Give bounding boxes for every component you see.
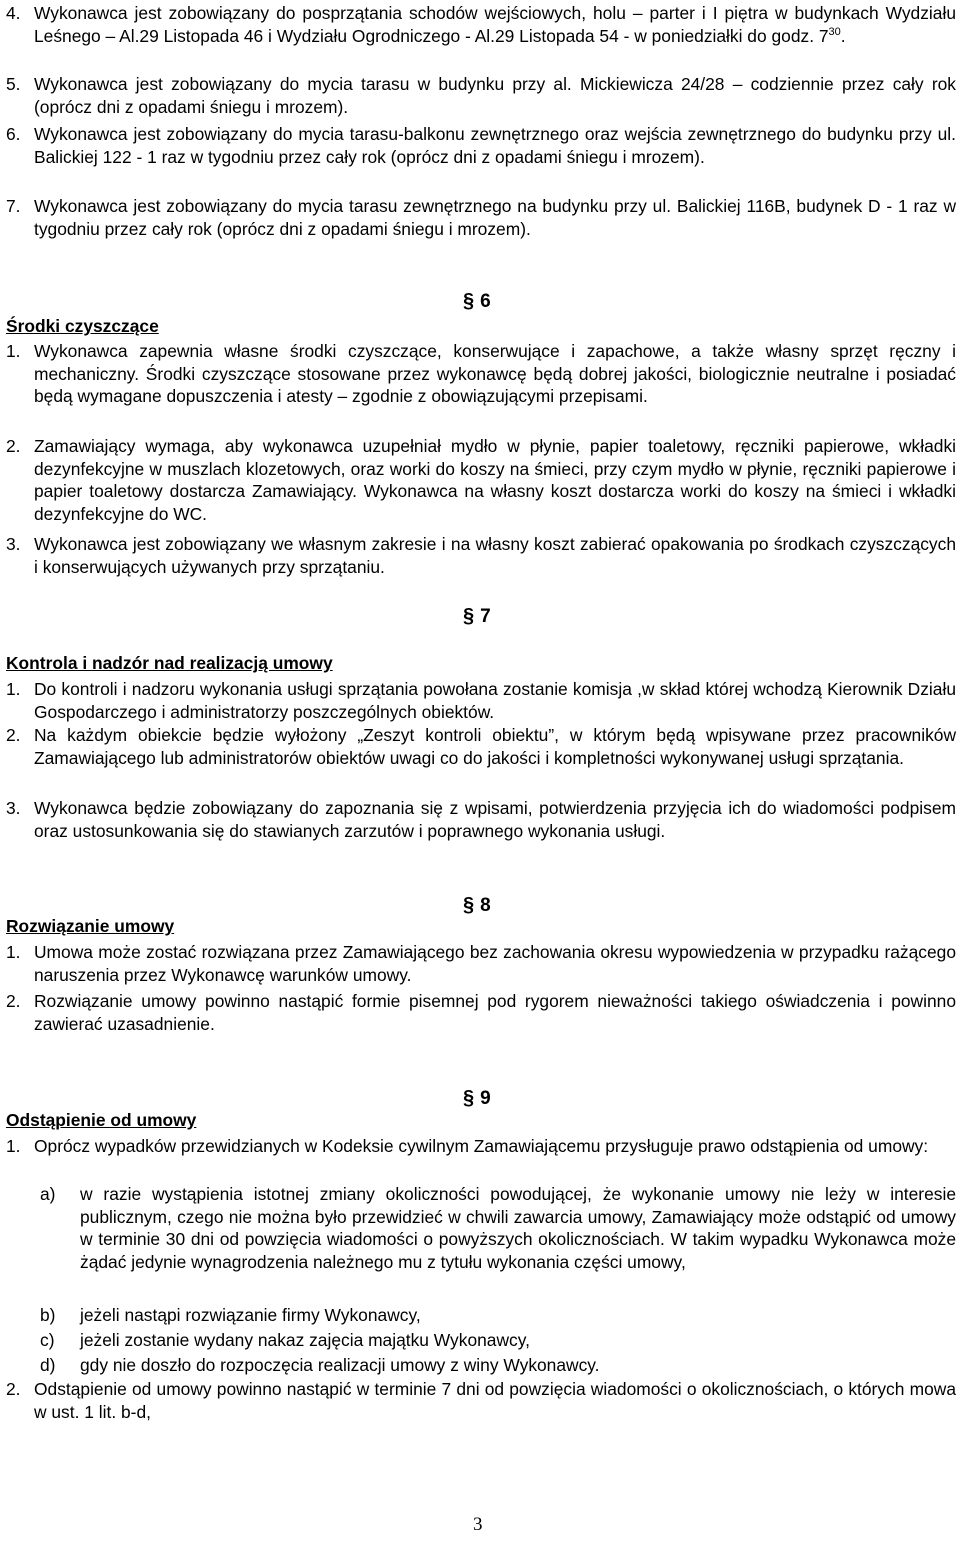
section-mark: § 6 bbox=[463, 290, 491, 312]
item-letter: d) bbox=[40, 1355, 56, 1375]
item-number: 1. bbox=[6, 1136, 21, 1156]
list-item bbox=[6, 797, 956, 842]
item-text: Rozwiązanie umowy powinno nastąpić formie pisemnej pod rygorem nieważności takiego oświadczenia i powinno zawierać uzasadnienie. bbox=[34, 991, 956, 1034]
item-text: Wykonawca będzie zobowiązany do zapoznania się z wpisami, potwierdzenia przyjęcia ich do wiadomości podpisem oraz ustosunkowania się do stawianych zarzutów i poprawnego wykonania usługi. bbox=[34, 798, 956, 841]
section-mark: § 8 bbox=[463, 894, 491, 916]
list-item bbox=[6, 340, 956, 408]
list-item bbox=[6, 941, 956, 986]
sub-list-item bbox=[40, 1329, 956, 1352]
list-item bbox=[6, 195, 956, 240]
item-number: 1. bbox=[6, 942, 21, 962]
item-letter: a) bbox=[40, 1184, 56, 1204]
section-title: Rozwiązanie umowy bbox=[6, 916, 175, 936]
item-text: Oprócz wypadków przewidzianych w Kodeksie cywilnym Zamawiającemu przysługuje prawo odstąpienia od umowy: bbox=[34, 1136, 929, 1156]
item-number: 2. bbox=[6, 991, 21, 1011]
section-mark: § 9 bbox=[463, 1087, 491, 1109]
list-item bbox=[6, 678, 956, 723]
list-item bbox=[6, 1135, 956, 1158]
item-text: jeżeli nastąpi rozwiązanie firmy Wykonawcy, bbox=[80, 1305, 421, 1325]
section-mark: § 7 bbox=[463, 605, 491, 627]
item-text: w razie wystąpienia istotnej zmiany okoliczności powodującej, że wykonanie umowy nie leży w interesie publicznym, czego nie można było przewidzieć w chwili zawarcia umowy, Zamawiający może odstąpić od umowy w terminie 30 dni od powzięcia wiadomości o powyższych okolicznościach. W takim wypadku Wykonawca może żądać jedynie wynagrodzenia należnego mu z tytułu wykonania części umowy, bbox=[80, 1184, 956, 1272]
item-number: 3. bbox=[6, 534, 21, 554]
item-text: Do kontroli i nadzoru wykonania usługi sprzątania powołana zostanie komisja ,w skład której wchodzą Kierownik Działu Gospodarczego i administratorzy poszczególnych obiektów. bbox=[34, 679, 956, 722]
list-item bbox=[6, 533, 956, 578]
section-title: Odstąpienie od umowy bbox=[6, 1110, 197, 1130]
item-text: Wykonawca jest zobowiązany do mycia tarasu w budynku przy al. Mickiewicza 24/28 – codziennie przez cały rok (oprócz dni z opadami śniegu i mrozem). bbox=[34, 74, 956, 117]
item-number: 6. bbox=[6, 124, 21, 144]
sub-list-item bbox=[40, 1183, 956, 1273]
sub-list-item bbox=[40, 1304, 956, 1327]
item-number: 3. bbox=[6, 798, 21, 818]
item-text: jeżeli zostanie wydany nakaz zajęcia majątku Wykonawcy, bbox=[80, 1330, 530, 1350]
page-number: 3 bbox=[473, 1514, 483, 1535]
item-text: Wykonawca jest zobowiązany we własnym zakresie i na własny koszt zabierać opakowania po środkach czyszczących i konserwujących używanych przy sprzątaniu. bbox=[34, 534, 956, 577]
item-text: Wykonawca zapewnia własne środki czyszczące, konserwujące i zapachowe, a także własny sprzęt ręczny i mechaniczny. Środki czyszczące stosowane przez wykonawcę będą dobrej jakości, biologicznie neutralne i posiadać będą wymagane dopuszczenia i atesty – zgodnie z obowiązującymi przepisami. bbox=[34, 341, 956, 406]
list-item bbox=[6, 724, 956, 769]
item-number: 2. bbox=[6, 1379, 21, 1399]
item-letter: b) bbox=[40, 1305, 56, 1325]
section-title: Kontrola i nadzór nad realizacją umowy bbox=[6, 653, 333, 673]
item-number: 2. bbox=[6, 725, 21, 745]
item-number: 4. bbox=[6, 3, 21, 23]
item-number: 2. bbox=[6, 436, 21, 456]
list-item bbox=[6, 1378, 956, 1423]
item-text: Umowa może zostać rozwiązana przez Zamawiającego bez zachowania okresu wypowiedzenia w przypadku rażącego naruszenia przez Wykonawcę warunków umowy. bbox=[34, 942, 956, 985]
list-item bbox=[6, 123, 956, 168]
item-text: Wykonawca jest zobowiązany do posprzątania schodów wejściowych, holu – parter i I piętra w budynkach Wydziału Leśnego – Al.29 Listopada 46 i Wydziału Ogrodniczego - Al.29 Listopada 54 - w poniedziałki do godz. $7^{30}$. bbox=[34, 3, 956, 46]
section-title: Środki czyszczące bbox=[6, 316, 159, 336]
item-letter: c) bbox=[40, 1330, 55, 1350]
item-text: Odstąpienie od umowy powinno nastąpić w terminie 7 dni od powzięcia wiadomości o okolicznościach, o których mowa w ust. 1 lit. b-d, bbox=[34, 1379, 956, 1422]
item-number: 5. bbox=[6, 74, 21, 94]
item-number: 1. bbox=[6, 679, 21, 699]
list-item bbox=[6, 435, 956, 525]
list-item bbox=[6, 73, 956, 118]
item-text: gdy nie doszło do rozpoczęcia realizacji umowy z winy Wykonawcy. bbox=[80, 1355, 600, 1375]
item-text: Wykonawca jest zobowiązany do mycia tarasu zewnętrznego na budynku przy ul. Balickiej 116B, budynek D - 1 raz w tygodniu przez cały rok (oprócz dni z opadami śniegu i mrozem). bbox=[34, 196, 956, 239]
superscript: 30 bbox=[828, 25, 841, 38]
item-number: 7. bbox=[6, 196, 21, 216]
item-text: Na każdym obiekcie będzie wyłożony „Zeszyt kontroli obiektu”, w którym będą wpisywane przez pracowników Zamawiającego lub administratorów obiektów uwagi co do jakości i kompletności wykonywanej usługi sprzątania. bbox=[34, 725, 956, 768]
item-number: 1. bbox=[6, 341, 21, 361]
item-text: Zamawiający wymaga, aby wykonawca uzupełniał mydło w płynie, papier toaletowy, ręczniki papierowe, wkładki dezynfekcyjne w muszlach klozetowych, oraz worki do koszy na śmieci, przy czym mydło w płynie, ręczniki papierowe i papier toaletowy dostarcza Zamawiający. Wykonawca na własny koszt dostarcza worki do koszy na śmieci i wkładki dezynfekcyjne do WC. bbox=[34, 436, 956, 524]
list-item bbox=[6, 2, 956, 47]
sub-list-item bbox=[40, 1354, 956, 1377]
list-item bbox=[6, 990, 956, 1035]
item-text: Wykonawca jest zobowiązany do mycia tarasu-balkonu zewnętrznego oraz wejścia zewnętrznego do budynku przy ul. Balickiej 122 - 1 raz w tygodniu przez cały rok (oprócz dni z opadami śniegu i mrozem). bbox=[34, 124, 956, 167]
